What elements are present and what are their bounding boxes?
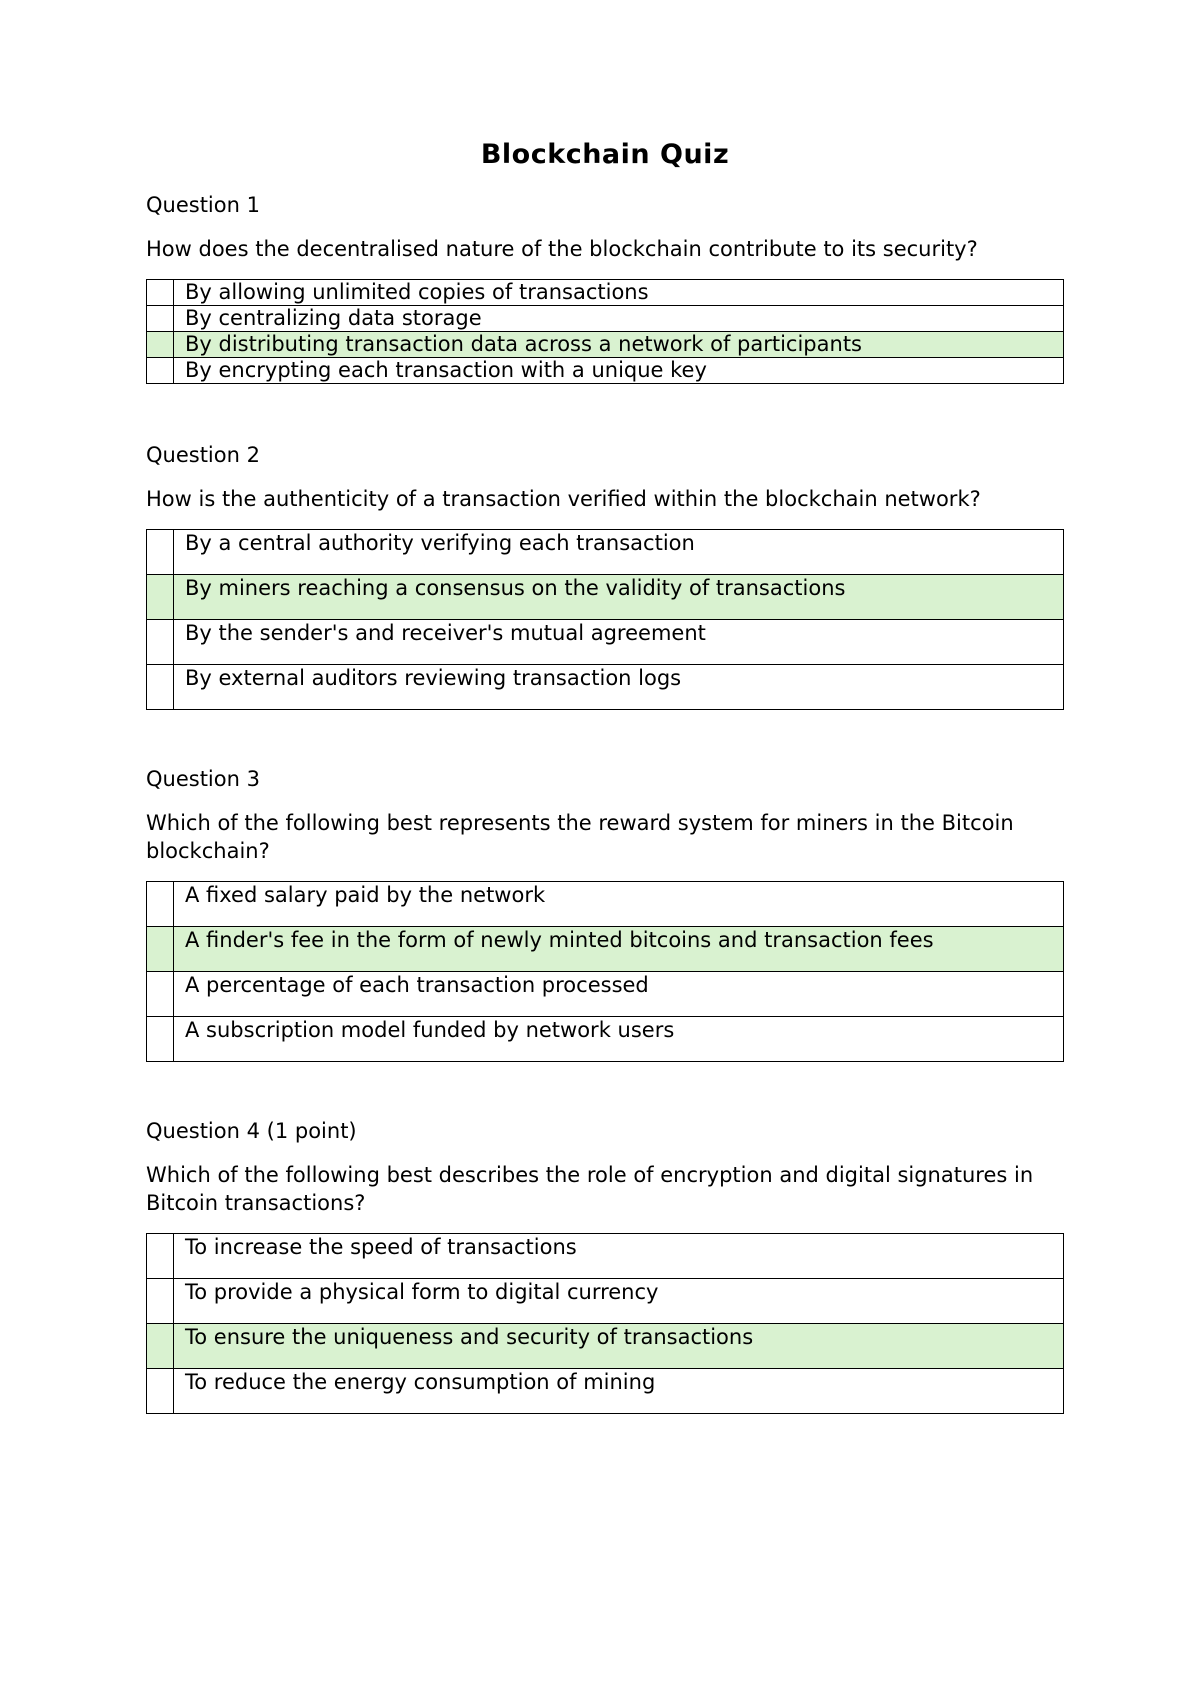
option-row[interactable] [147,972,1064,1017]
question-number: Question 3 [146,767,260,791]
option-marker-cell[interactable] [147,530,174,575]
option-row[interactable] [147,620,1064,665]
option-text: A subscription model funded by network users [174,1017,1064,1062]
option-text: By miners reaching a consensus on the validity of transactions [174,575,1064,620]
option-row[interactable] [147,358,1064,384]
option-row-correct[interactable] [147,1324,1064,1369]
option-marker-cell[interactable] [147,882,174,927]
question-1 [146,192,1064,384]
option-text: By distributing transaction data across a network of participants [174,332,1064,358]
option-marker-cell[interactable] [147,927,174,972]
option-text: A percentage of each transaction processed [174,972,1064,1017]
option-marker-cell[interactable] [147,1017,174,1062]
option-text: A fixed salary paid by the network [174,882,1064,927]
option-text: A finder's fee in the form of newly minted bitcoins and transaction fees [174,927,1064,972]
question-4 [146,1118,1064,1414]
option-text: To reduce the energy consumption of mining [174,1369,1064,1414]
option-marker-cell[interactable] [147,665,174,710]
option-row-correct[interactable] [147,927,1064,972]
option-row[interactable] [147,882,1064,927]
option-text: By allowing unlimited copies of transactions [174,280,1064,306]
option-text: By external auditors reviewing transaction logs [174,665,1064,710]
quiz-document [146,138,1064,1414]
option-text: To ensure the uniqueness and security of transactions [174,1324,1064,1369]
option-row[interactable] [147,1234,1064,1279]
question-3 [146,766,1064,1062]
option-row[interactable] [147,280,1064,306]
option-text: By centralizing data storage [174,306,1064,332]
option-row[interactable] [147,306,1064,332]
question-text: Which of the following best represents the reward system for miners in the Bitcoin blockchain? [146,811,1014,863]
option-text: To increase the speed of transactions [174,1234,1064,1279]
question-number: Question 4 (1 point) [146,1119,357,1143]
option-row-correct[interactable] [147,332,1064,358]
option-marker-cell[interactable] [147,1369,174,1414]
option-row[interactable] [147,1369,1064,1414]
question-text: Which of the following best describes the role of encryption and digital signatures in Bitcoin transactions? [146,1163,1034,1215]
option-marker-cell[interactable] [147,280,174,306]
options-table [146,1233,1064,1414]
option-marker-cell[interactable] [147,575,174,620]
option-text: By encrypting each transaction with a unique key [174,358,1064,384]
options-table [146,279,1064,384]
option-row[interactable] [147,1279,1064,1324]
question-number: Question 2 [146,443,260,467]
option-marker-cell[interactable] [147,1324,174,1369]
option-text: By a central authority verifying each transaction [174,530,1064,575]
option-row[interactable] [147,1017,1064,1062]
question-2 [146,442,1064,710]
option-marker-cell[interactable] [147,1234,174,1279]
options-table [146,881,1064,1062]
option-row-correct[interactable] [147,575,1064,620]
option-marker-cell[interactable] [147,332,174,358]
question-text: How is the authenticity of a transaction verified within the blockchain network? [146,487,981,511]
options-table [146,529,1064,710]
question-number: Question 1 [146,193,260,217]
option-marker-cell[interactable] [147,306,174,332]
option-row[interactable] [147,530,1064,575]
option-marker-cell[interactable] [147,972,174,1017]
option-row[interactable] [147,665,1064,710]
option-text: By the sender's and receiver's mutual agreement [174,620,1064,665]
question-text: How does the decentralised nature of the blockchain contribute to its security? [146,237,978,261]
option-marker-cell[interactable] [147,620,174,665]
page-title: Blockchain Quiz [480,139,730,170]
option-text: To provide a physical form to digital currency [174,1279,1064,1324]
option-marker-cell[interactable] [147,358,174,384]
option-marker-cell[interactable] [147,1279,174,1324]
